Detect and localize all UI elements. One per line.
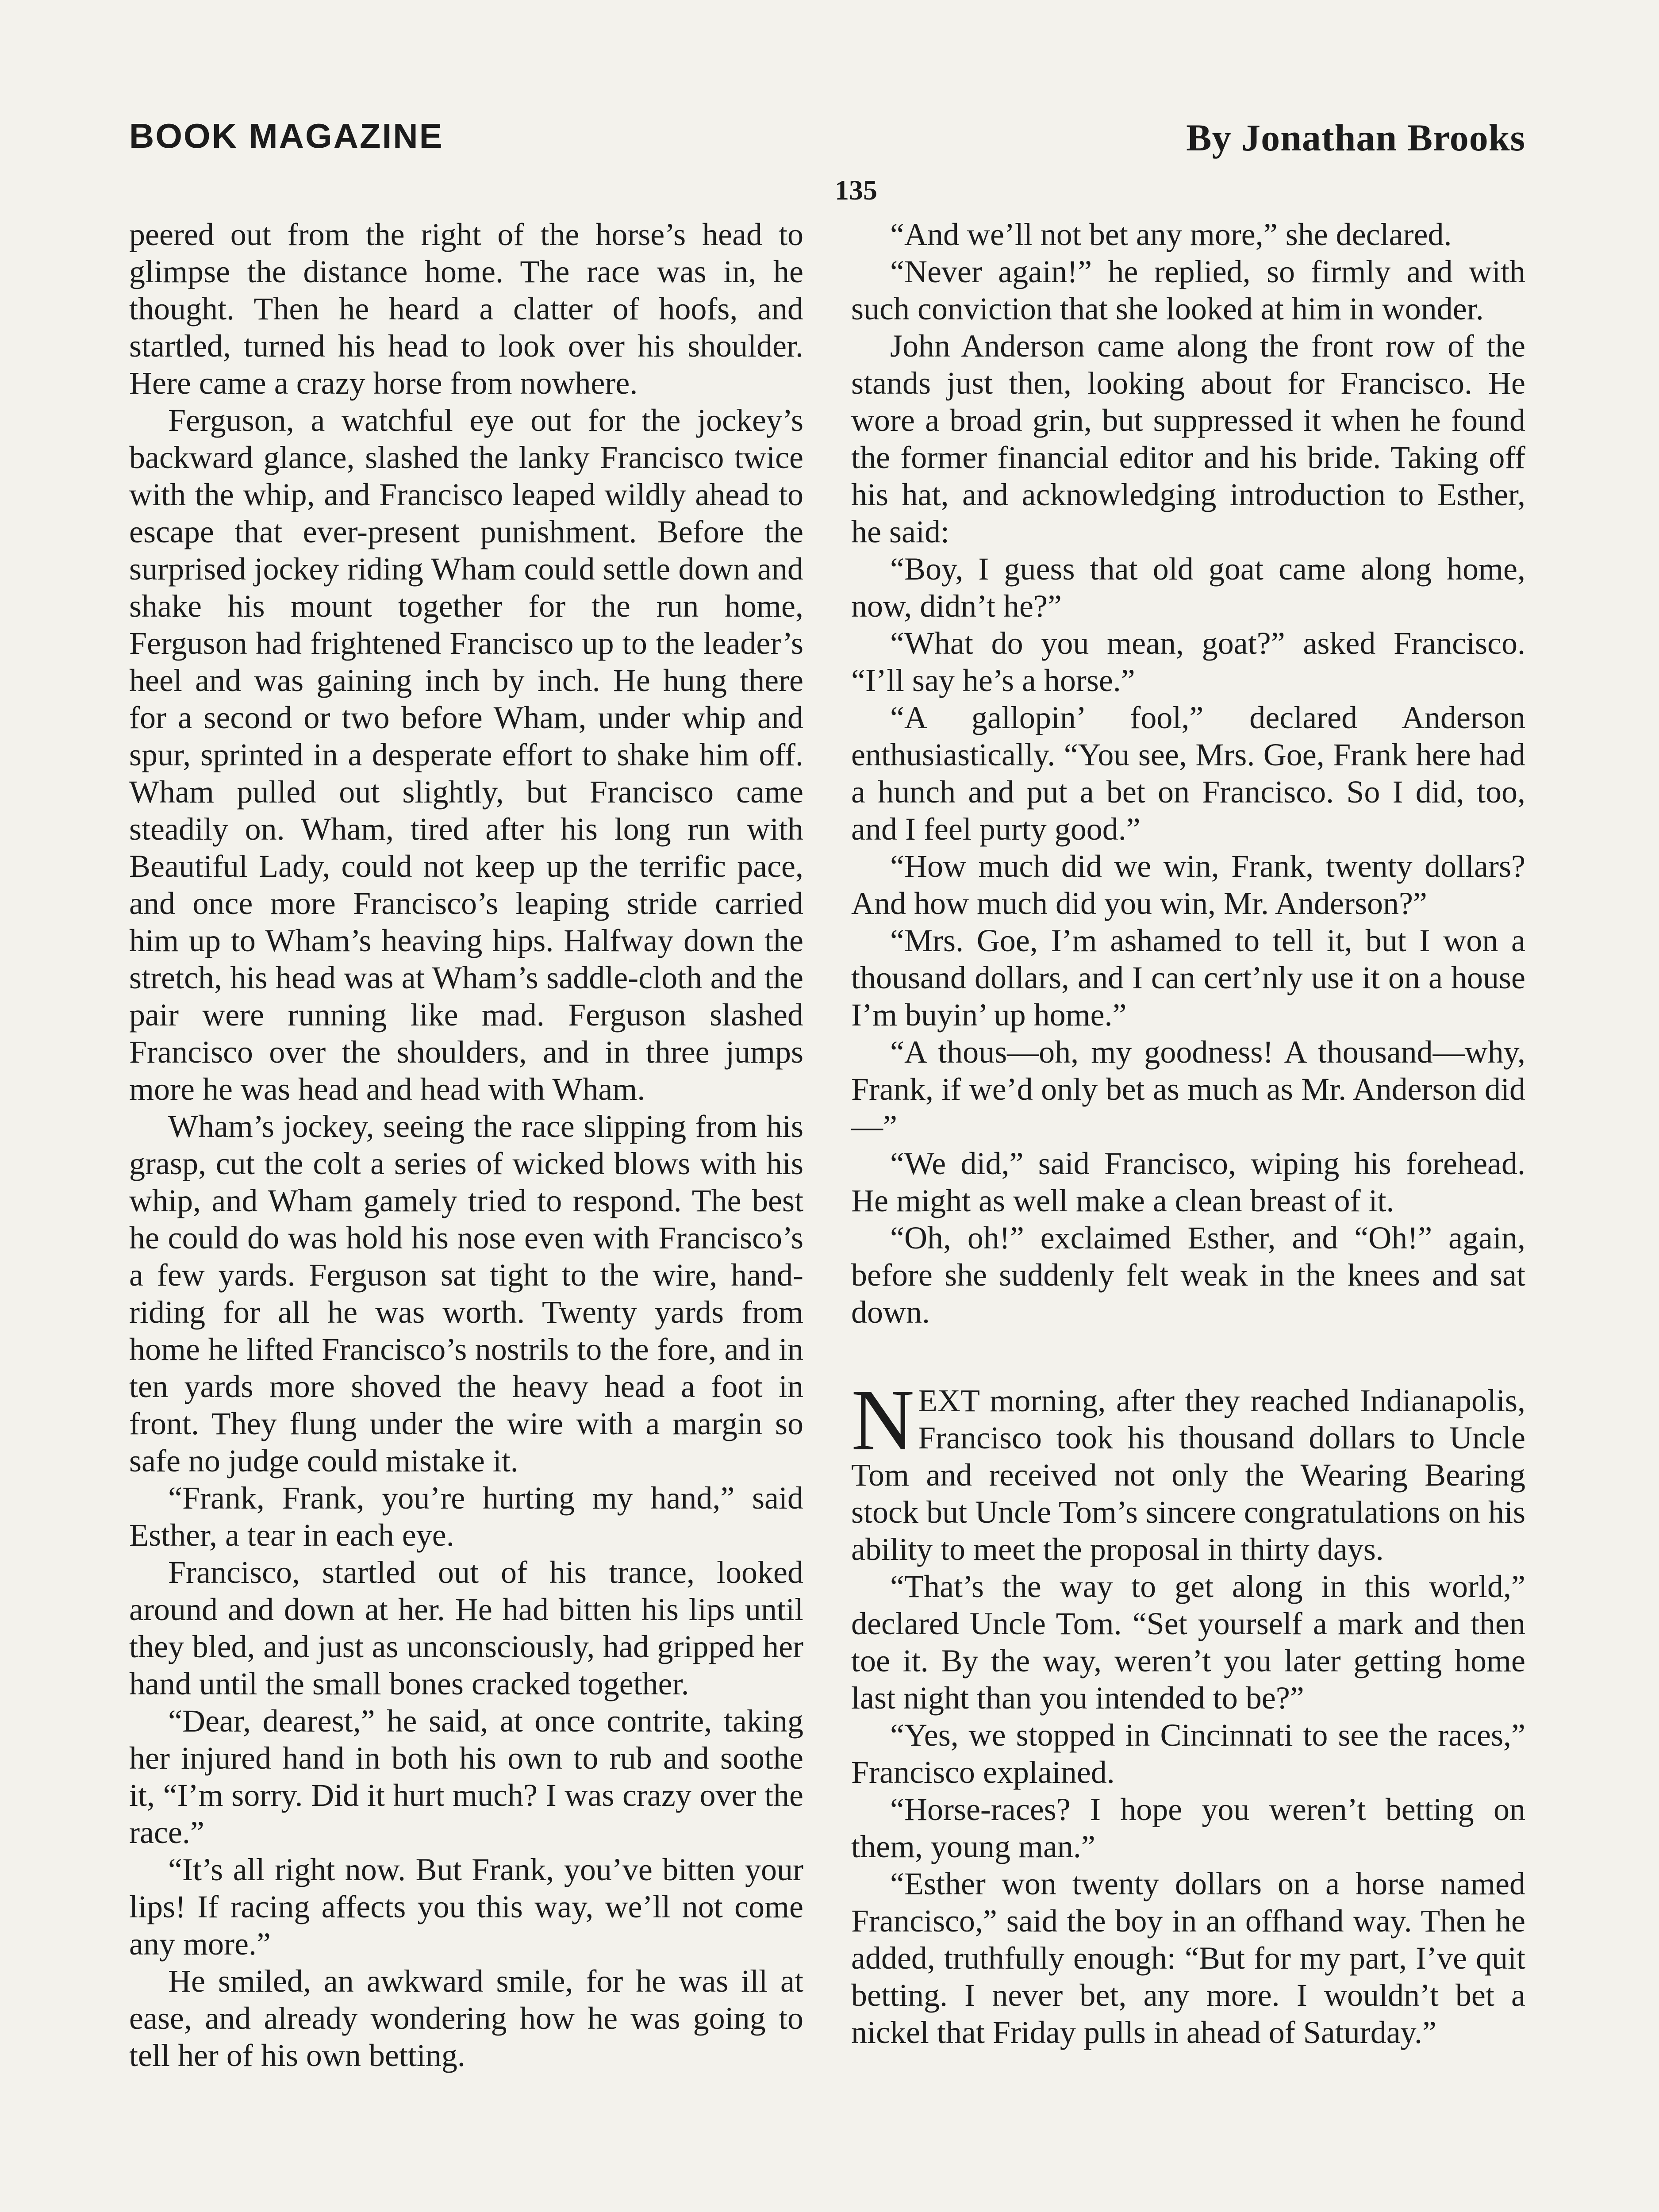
paragraph: [851, 1371, 1525, 1568]
paragraph: “Horse-races? I hope you weren’t betting on them, young man.”: [851, 1792, 1525, 1864]
paragraph: “That’s the way to get along in this world,” declared Uncle Tom. “Set yourself a mark and then toe it. By the way, weren’t you later getting home last night than you intended to be?”: [851, 1569, 1525, 1716]
paragraph: “Boy, I guess that old goat came along home, now, didn’t he?”: [851, 551, 1525, 624]
magazine-title: BOOK MAGAZINE: [129, 116, 444, 155]
paragraph: “A thous—oh, my goodness! A thousand—why, Frank, if we’d only bet as much as Mr. Anderson did—”: [851, 1034, 1525, 1144]
paragraph: “How much did we win, Frank, twenty dollars? And how much did you win, Mr. Anderson?”: [851, 849, 1525, 921]
author-byline: By Jonathan Brooks: [1186, 116, 1525, 159]
paragraph: “Mrs. Goe, I’m ashamed to tell it, but I won a thousand dollars, and I can cert’nly use it on a house I’m buyin’ up home.”: [851, 923, 1525, 1033]
paragraph: “It’s all right now. But Frank, you’ve bitten your lips! If racing affects you this way, we’ll not come any more.”: [129, 1852, 803, 1962]
paragraph: “Oh, oh!” exclaimed Esther, and “Oh!” again, before she suddenly felt weak in the knees and sat down.: [851, 1220, 1525, 1330]
paragraph: “Frank, Frank, you’re hurting my hand,” said Esther, a tear in each eye.: [129, 1480, 803, 1553]
paragraph: “A gallopin’ fool,” declared Anderson enthusiastically. “You see, Mrs. Goe, Frank here had a hunch and put a bet on Francisco. So I did, too, and I feel purty good.”: [851, 700, 1525, 847]
left-column: [129, 216, 803, 2074]
paragraph: “What do you mean, goat?” asked Francisco. “I’ll say he’s a horse.”: [851, 626, 1525, 698]
paragraph: He smiled, an awkward smile, for he was ill at ease, and already wondering how he was going to tell her of his own betting.: [129, 1963, 803, 2073]
paragraph-text: EXT morning, after they reached Indianapolis, Francisco took his thousand dollars to Uncle Tom and received not only the Wearing Bearing stock but Uncle Tom’s sincere congratulations on his ability to meet the proposal in thirty days.: [851, 1383, 1525, 1567]
paragraph: Ferguson, a watchful eye out for the jockey’s backward glance, slashed the lanky Francisco twice with the whip, and Francisco leaped wildly ahead to escape that ever-present punishment. Before the surprised jockey riding Wham could settle down and shake his mount together for the run home, Ferguson had frightened Francisco up to the leader’s heel and was gaining inch by inch. He hung there for a second or two before Wham, under whip and spur, sprinted in a desperate effort to shake him off. Wham pulled out slightly, but Francisco came steadily on. Wham, tired after his long run with Beautiful Lady, could not keep up the terrific pace, and once more Francisco’s leaping stride carried him up to Wham’s heaving hips. Halfway down the stretch, his head was at Wham’s saddle-cloth and the pair were running like mad. Ferguson slashed Francisco over the shoulders, and in three jumps more he was head and head with Wham.: [129, 403, 803, 1107]
paragraph: “And we’ll not bet any more,” she declared.: [890, 217, 1452, 252]
paragraph: “We did,” said Francisco, wiping his forehead. He might as well make a clean breast of it.: [851, 1146, 1525, 1218]
paragraph: “Dear, dearest,” he said, at once contrite, taking her injured hand in both his own to rub and soothe it, “I’m sorry. Did it hurt much? I was crazy over the race.”: [129, 1703, 803, 1850]
drop-cap: N: [851, 1371, 914, 1468]
page-number: 135: [835, 174, 877, 206]
paragraph: Francisco, startled out of his trance, looked around and down at her. He had bitten his lips until they bled, and just as unconsciously, had gripped her hand until the small bones cracked together.: [129, 1555, 803, 1701]
paragraph: “Never again!” he replied, so firmly and with such conviction that she looked at him in wonder.: [851, 254, 1525, 326]
paragraph: peered out from the right of the horse’s head to glimpse the distance home. The race was in, he thought. Then he heard a clatter of hoofs, and startled, turned his head to look over his shoulder. Here came a crazy horse from nowhere.: [129, 217, 803, 401]
paragraph: “Esther won twenty dollars on a horse named Francisco,” said the boy in an offhand way. Then he added, truthfully enough: “But for my part, I’ve quit betting. I never bet, any more. I wouldn’t bet a nickel that Friday pulls in ahead of Saturday.”: [851, 1866, 1525, 2050]
right-column: [851, 216, 1525, 2051]
paragraph: John Anderson came along the front row of the stands just then, looking about for Francisco. He wore a broad grin, but suppressed it when he found the former financial editor and his bride. Taking off his hat, and acknowledging introduction to Esther, he said:: [851, 328, 1525, 549]
section-break: [851, 1331, 1525, 1382]
paragraph: Wham’s jockey, seeing the race slipping from his grasp, cut the colt a series of wicked blows with his whip, and Wham gamely tried to respond. The best he could do was hold his nose even with Francisco’s a few yards. Ferguson sat tight to the wire, hand-riding for all he was worth. Twenty yards from home he lifted Francisco’s nostrils to the fore, and in ten yards more shoved the heavy head a foot in front. They flung under the wire with a margin so safe no judge could mistake it.: [129, 1109, 803, 1479]
paragraph: “Yes, we stopped in Cincinnati to see the races,” Francisco explained.: [851, 1717, 1525, 1790]
